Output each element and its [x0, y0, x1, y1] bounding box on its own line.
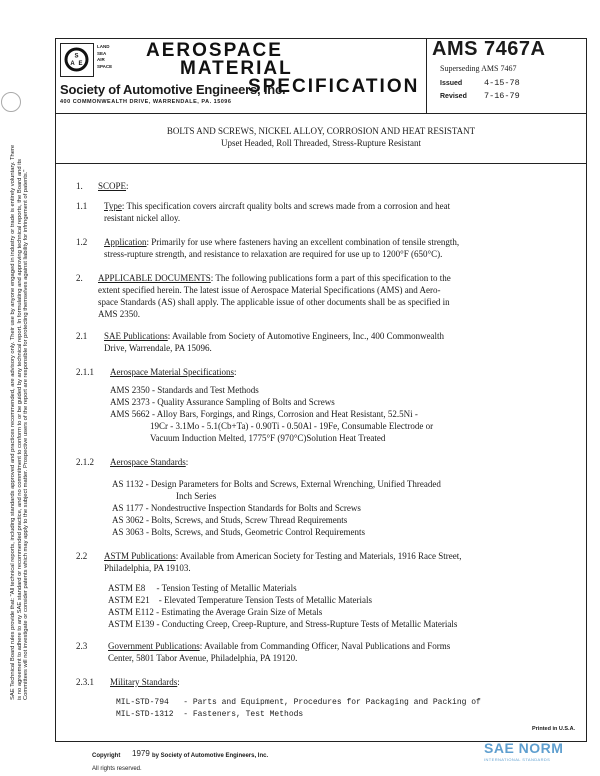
- copyright-year: 1979: [132, 749, 150, 758]
- sae-logo: [60, 43, 94, 77]
- sae-emblem-icon: [61, 44, 92, 75]
- printed-in-usa: Printed in U.S.A.: [532, 726, 576, 732]
- sec2-2-text-cont: Philadelphia, PA 19103.: [104, 563, 191, 573]
- ref-item: ASTM E21 - Elevated Temperature Tension Tests of Metallic Materials: [108, 595, 373, 605]
- svg-text:E: E: [78, 61, 83, 67]
- sec1-2-text: Application: Primarily for use where fasteners having an excellent combination of tensile strength,: [104, 237, 460, 247]
- sec2-2-number: 2.2: [76, 551, 88, 561]
- sec2-number: 2.: [76, 273, 83, 283]
- ref-item: AS 3063 - Bolts, Screws, and Studs, Geometric Control Requirements: [112, 527, 365, 537]
- sec2-1-1-heading: Aerospace Material Specifications:: [110, 367, 237, 377]
- rights-reserved: All rights reserved.: [92, 766, 142, 772]
- svg-text:S: S: [74, 53, 79, 60]
- sec2-text-4: AMS 2350.: [98, 309, 141, 319]
- svg-text:A: A: [70, 61, 75, 67]
- issued-date: 4-15-78: [484, 78, 520, 88]
- ref-item: MIL-STD-794 - Parts and Equipment, Procedures for Packaging and Packing of: [116, 698, 481, 707]
- sec1-1-number: 1.1: [76, 201, 88, 211]
- copyright-holder: by Society of Automotive Engineers, Inc.: [152, 753, 269, 759]
- logo-tag: AIR: [97, 57, 105, 62]
- superseding-note: Superseding AMS 7467: [440, 64, 517, 73]
- sec2-1-text: SAE Publications: Available from Society of Automotive Engineers, Inc., 400 Commonwealth: [104, 331, 445, 341]
- sec1-heading: SCOPE:: [98, 181, 129, 191]
- sec1-2-number: 1.2: [76, 237, 88, 247]
- logo-tag: LAND: [97, 44, 110, 49]
- ref-item: AS 1177 - Nondestructive Inspection Standards for Bolts and Screws: [112, 503, 361, 513]
- sec2-1-text-cont: Drive, Warrendale, PA 15096.: [104, 343, 212, 353]
- ref-item: AMS 2373 - Quality Assurance Sampling of Bolts and Screws: [110, 397, 335, 407]
- ref-item-cont: 19Cr - 3.1Mo - 5.1(Cb+Ta) - 0.90Ti - 0.50Al - 19Fe, Consumable Electrode or: [150, 421, 434, 431]
- sec2-1-2-number: 2.1.2: [76, 457, 94, 467]
- issued-label: Issued: [440, 80, 463, 87]
- title-aerospace: AEROSPACE: [146, 40, 283, 61]
- revised-date: 7-16-79: [484, 91, 520, 101]
- sec2-text-3: space Standards (AS) shall apply. The applicable issue of other documents shall be as specified in: [98, 297, 450, 307]
- sec2-1-1-number: 2.1.1: [76, 367, 94, 377]
- ref-item: AS 3062 - Bolts, Screws, and Studs, Screw Thread Requirements: [112, 515, 348, 525]
- sec2-3-number: 2.3: [76, 641, 88, 651]
- ref-item: AMS 5662 - Alloy Bars, Forgings, and Rings, Corrosion and Heat Resistant, 52.5Ni -: [110, 409, 418, 419]
- sec2-2-text: ASTM Publications: Available from American Society for Testing and Materials, 1916 Race Street,: [104, 551, 462, 561]
- ams-number: AMS 7467A: [432, 38, 546, 60]
- ref-item: ASTM E8 - Tension Testing of Metallic Materials: [108, 583, 297, 593]
- sae-disclaimer: [6, 140, 36, 700]
- sec2-3-text-cont: Center, 5801 Tabor Avenue, Philadelphia, PA 19120.: [108, 653, 298, 663]
- sec2-3-1-number: 2.3.1: [76, 677, 94, 687]
- ref-item: AMS 2350 - Standards and Test Methods: [110, 385, 259, 395]
- sae-norm-watermark: SAE NORM: [484, 740, 564, 756]
- doc-subtitle: Upset Headed, Roll Threaded, Stress-Rupture Resistant: [220, 138, 422, 148]
- copyright-label: Copyright: [92, 753, 121, 759]
- header-divider: [55, 113, 587, 114]
- ref-item-cont: Inch Series: [176, 491, 217, 501]
- sec2-1-number: 2.1: [76, 331, 88, 341]
- doc-title: BOLTS AND SCREWS, NICKEL ALLOY, CORROSION AND HEAT RESISTANT: [166, 126, 476, 136]
- binder-hole: [1, 92, 21, 112]
- ref-item: ASTM E112 - Estimating the Average Grain Size of Metals: [108, 607, 323, 617]
- ref-item: ASTM E139 - Conducting Creep, Creep-Rupture, and Stress-Rupture Tests of Metallic Materials: [108, 619, 458, 629]
- org-address: 400 COMMONWEALTH DRIVE, WARRENDALE, PA. 15096: [60, 99, 232, 105]
- sec1-2-text-cont: stress-rupture strength, and resistance to relaxation are required for use up to 1200°F (650°C).: [104, 249, 443, 259]
- sec2-3-text: Government Publications: Available from Commanding Officer, Naval Publications and Forms: [108, 641, 451, 651]
- logo-tag: SEA: [97, 50, 107, 56]
- title-divider: [55, 163, 587, 164]
- revised-label: Revised: [440, 93, 467, 100]
- logo-tag: SPACE: [97, 63, 113, 69]
- sec2-3-1-heading: Military Standards:: [110, 677, 180, 687]
- sec2-text-2: extent specified herein. The latest issue of Aerospace Material Specifications (AMS) and Aero-: [98, 285, 441, 295]
- sae-disclaimer-text: SAE Technical Board rules provide that: "All technical reports, including standards approved and practices recommended, are advisory only. Their use by anyone engaged in industry or trade is entirely voluntary. There is no agreement to adhere to any SAE standard or recommended practice, and no commitment to conform to or be guided by any technical report. In formulating and approving technical reports, the Board and its Committees will not investigate or consider patents which may apply to the subject matter. Prospective users of the report are responsible for protecting themselves against liability for infringement of patents.": [10, 144, 30, 700]
- sec1-number: 1.: [76, 181, 83, 191]
- ref-item: AS 1132 - Design Parameters for Bolts and Screws, External Wrenching, Unified Threaded: [112, 479, 441, 489]
- logo-tags: [97, 44, 112, 70]
- title-material: MATERIAL: [180, 58, 293, 79]
- sec1-1-text: Type: This specification covers aircraft quality bolts and screws made from a corrosion and heat: [104, 201, 451, 211]
- watermark-subtitle: INTERNATIONAL STANDARDS: [484, 757, 551, 762]
- sec1-1-text-cont: resistant nickel alloy.: [104, 213, 181, 223]
- sec2-1-2-heading: Aerospace Standards:: [110, 457, 189, 467]
- sec2-text: APPLICABLE DOCUMENTS: The following publications form a part of this specification to the: [98, 273, 451, 283]
- header-vertical-divider: [426, 38, 427, 113]
- org-name: Society of Automotive Engineers, Inc.: [60, 82, 286, 97]
- ref-item-cont: Vacuum Induction Melted, 1775°F (970°C)Solution Heat Treated: [150, 433, 386, 443]
- title-specification: SPECIFICATION: [248, 76, 420, 97]
- ref-item: MIL-STD-1312 - Fasteners, Test Methods: [116, 710, 304, 719]
